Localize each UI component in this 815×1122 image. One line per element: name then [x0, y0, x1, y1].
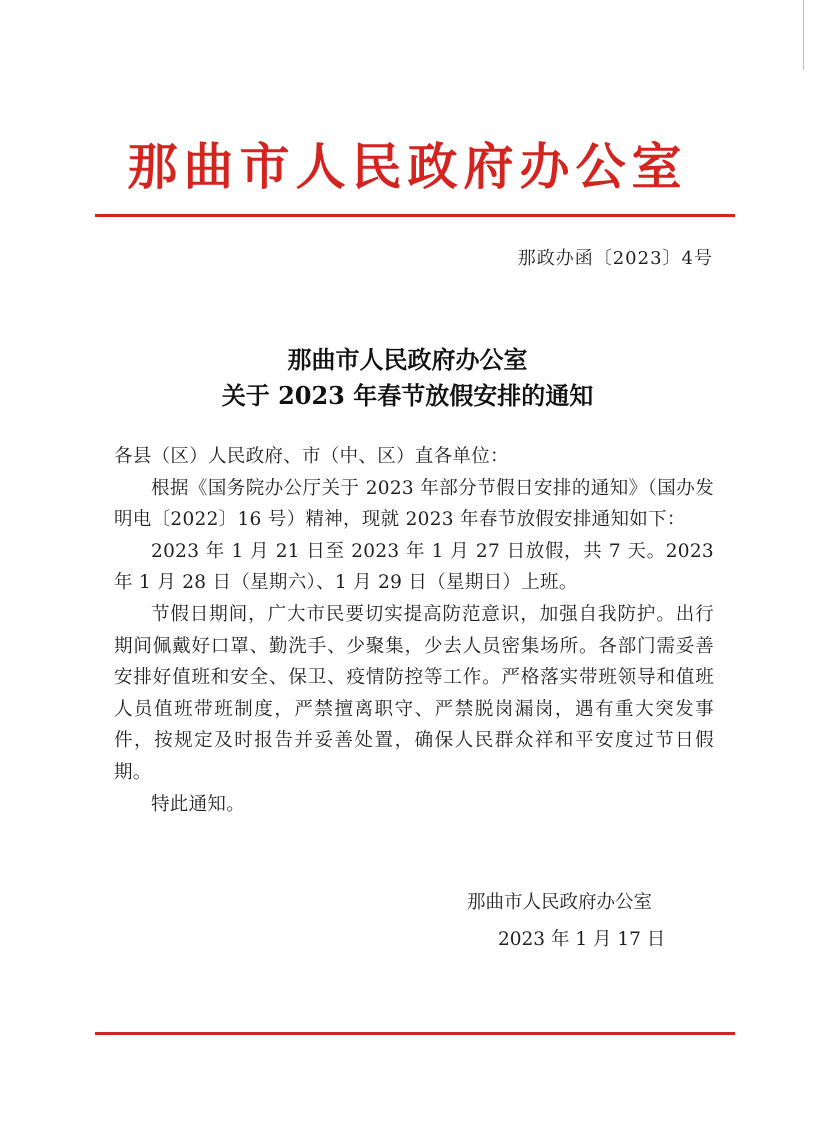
footer-red-rule: [95, 1032, 735, 1035]
letterhead-red-rule: [95, 214, 735, 217]
scan-edge-line: [803, 0, 804, 70]
body-paragraph-1: 根据《国务院办公厅关于 2023 年部分节假日安排的通知》（国办发明电〔2022〕16 号）精神，现就 2023 年春节放假安排通知如下：: [114, 477, 714, 531]
letterhead-title: 那曲市人民政府办公室: [127, 137, 688, 196]
issue-date: 2023 年 1 月 17 日: [498, 929, 666, 950]
body-paragraph-2: 2023 年 1 月 21 日至 2023 年 1 月 27 日放假，共 7 天。2023 年 1 月 28 日（星期六）、1 月 29 日（星期日）上班。: [114, 540, 714, 594]
notice-body: [114, 441, 714, 820]
notice-title-line-1: 那曲市人民政府办公室: [287, 345, 528, 374]
closing-line: 特此通知。: [151, 793, 246, 815]
signature-block: [467, 884, 665, 958]
body-paragraph-3: 节假日期间，广大市民要切实提高防范意识，加强自我防护。出行期间佩戴好口罩、勤洗手、少聚集，少去人员密集场所。各部门需妥善安排好值班和安全、保卫、疫情防控等工作。严格落实带班领导和值班人员值班带班制度，严禁擅离职守、严禁脱岗漏岗，遇有重大突发事件，按规定及时报告并妥善处置，确保人民群众祥和平安度过节日假期。: [114, 603, 714, 783]
notice-title: [0, 342, 815, 414]
issuer-name: 那曲市人民政府办公室: [467, 892, 653, 913]
document-number: 那政办函〔2023〕4号: [517, 248, 713, 269]
notice-title-line-2: 关于 2023 年春节放假安排的通知: [221, 381, 594, 410]
salutation: 各县（区）人民政府、市（中、区）直各单位：: [114, 446, 509, 467]
